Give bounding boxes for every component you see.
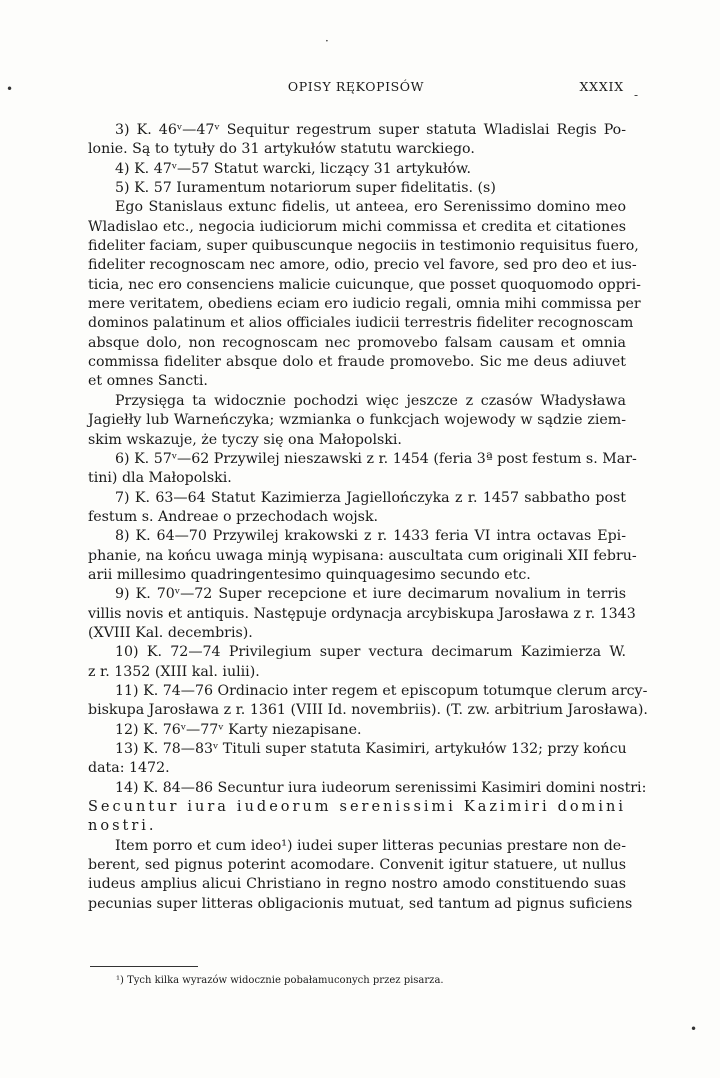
text-line: biskupa Jarosława z r. 1361 (VIII Id. novembriis). (T. zw. arbitrium Jarosława).	[88, 702, 648, 719]
text-line: z r. 1352 (XIII kal. iulii).	[88, 663, 260, 680]
left-margin-mark: •	[6, 82, 14, 96]
text-line: 8) K. 64—70 Przywilej krakowski z r. 1433 feria VI intra octavas Epi-	[115, 528, 626, 545]
text-line: 5) K. 57 Iuramentum notariorum super fidelitatis. (s)	[115, 180, 496, 197]
text-line: ticia, nec ero consenciens malicie cuicunque, que posset quoquomodo oppri-	[88, 276, 641, 293]
text-line: fideliter recognoscam nec amore, odio, precio vel favore, sed pro deo et ius-	[88, 257, 637, 274]
text-line: 10) K. 72—74 Privilegium super vectura decimarum Kazimierza W.	[115, 644, 626, 661]
text-line: 9) K. 70ᵛ—72 Super recepcione et iure decimarum novalium in terris	[115, 586, 626, 603]
text-line: phanie, na końcu uwaga minją wypisana: auscultata cum originali XII febru-	[88, 547, 637, 564]
text-line: 7) K. 63—64 Statut Kazimierza Jagiellończyka z r. 1457 sabbatho post	[115, 489, 626, 506]
text-line: Jagiełły lub Warneńczyka; wzmianka o funkcjach wojewody w sądzie ziem-	[88, 412, 626, 429]
text-line: iudeus amplius alicui Christiano in regno nostro amodo constituendo suas	[88, 876, 626, 893]
text-line: absque dolo, non recognoscam nec promovebo falsam causam et omnia	[88, 334, 626, 351]
running-header	[88, 79, 624, 101]
text-line: Item porro et cum ideo¹) iudei super litteras pecunias prestare non de-	[115, 837, 626, 854]
text-line: tini) dla Małopolski.	[88, 470, 232, 487]
text-line: data: 1472.	[88, 760, 170, 777]
text-line: pecunias super litteras obligacionis mutuat, sed tantum ad pignus suficiens	[88, 895, 633, 912]
text-line: lonie. Są to tytuły do 31 artykułów statutu warckiego.	[88, 141, 475, 158]
text-line: Przysięga ta widocznie pochodzi więc jeszcze z czasów Władysława	[115, 392, 626, 409]
footnote: ¹) Tych kilka wyrazów widocznie pobałamuconych przez pisarza.	[116, 975, 444, 986]
text-line: Secuntur iura iudeorum serenissimi Kazimiri domini	[88, 799, 626, 816]
text-line: fideliter faciam, super quibuscunque negociis in testimonio requisitus fuero,	[88, 238, 639, 255]
footnote-separator	[90, 966, 198, 967]
text-line: 4) K. 47ᵛ—57 Statut warcki, liczący 31 artykułów.	[115, 160, 471, 177]
text-line: 6) K. 57ᵛ—62 Przywilej nieszawski z r. 1454 (feria 3ª post festum s. Mar-	[115, 450, 637, 467]
text-line: 11) K. 74—76 Ordinacio inter regem et episcopum totumque clerum arcy-	[115, 682, 648, 699]
text-line: 3) K. 46ᵛ—47ᵛ Sequitur regestrum super statuta Wladislai Regis Po-	[115, 122, 626, 138]
text-line: 14) K. 84—86 Secuntur iura iudeorum serenissimi Kasimiri domini nostri:	[115, 779, 647, 796]
right-margin-mark: -	[634, 88, 639, 102]
text-line: (XVIII Kal. decembris).	[88, 624, 253, 641]
text-line: mere veritatem, obediens eciam ero iudicio regali, omnia mihi commissa per	[88, 296, 641, 313]
top-dot-mark: ·	[325, 34, 329, 48]
page-number: XXXIX	[579, 79, 624, 94]
text-line: commissa fideliter absque dolo et fraude promovebo. Sic me deus adiuvet	[88, 354, 626, 371]
text-line: 12) K. 76ᵛ—77ᵛ Karty niezapisane.	[115, 721, 362, 738]
text-line: et omnes Sancti.	[88, 373, 208, 390]
text-line: 13) K. 78—83ᵛ Tituli super statuta Kasimiri, artykułów 132; przy końcu	[115, 741, 627, 757]
text-line: nostri.	[88, 818, 157, 835]
text-line: berent, sed pignus poterint acomodare. Convenit igitur statuere, ut nullus	[88, 857, 626, 874]
text-line: dominos palatinum et alios officiales iudicii terrestris fideliter recognoscam	[88, 315, 634, 332]
text-line: arii millesimo quadringentesimo quinquagesimo secundo etc.	[88, 566, 531, 583]
bottom-right-mark: •	[690, 1022, 698, 1036]
text-line: skim wskazuje, że tyczy się ona Małopolski.	[88, 431, 402, 448]
body-text	[88, 121, 648, 914]
text-line: villis novis et antiquis. Następuje ordynacja arcybiskupa Jarosława z r. 1343	[88, 605, 636, 622]
text-line: festum s. Andreae o przechodach wojsk.	[88, 508, 379, 525]
text-line: Wladislao etc., negocia iudiciorum michi commissa et credita et citationes	[88, 218, 626, 235]
running-title: OPISY RĘKOPISÓW	[287, 79, 425, 94]
text-line: Ego Stanislaus extunc fidelis, ut anteea, ero Serenissimo domino meo	[115, 199, 626, 216]
